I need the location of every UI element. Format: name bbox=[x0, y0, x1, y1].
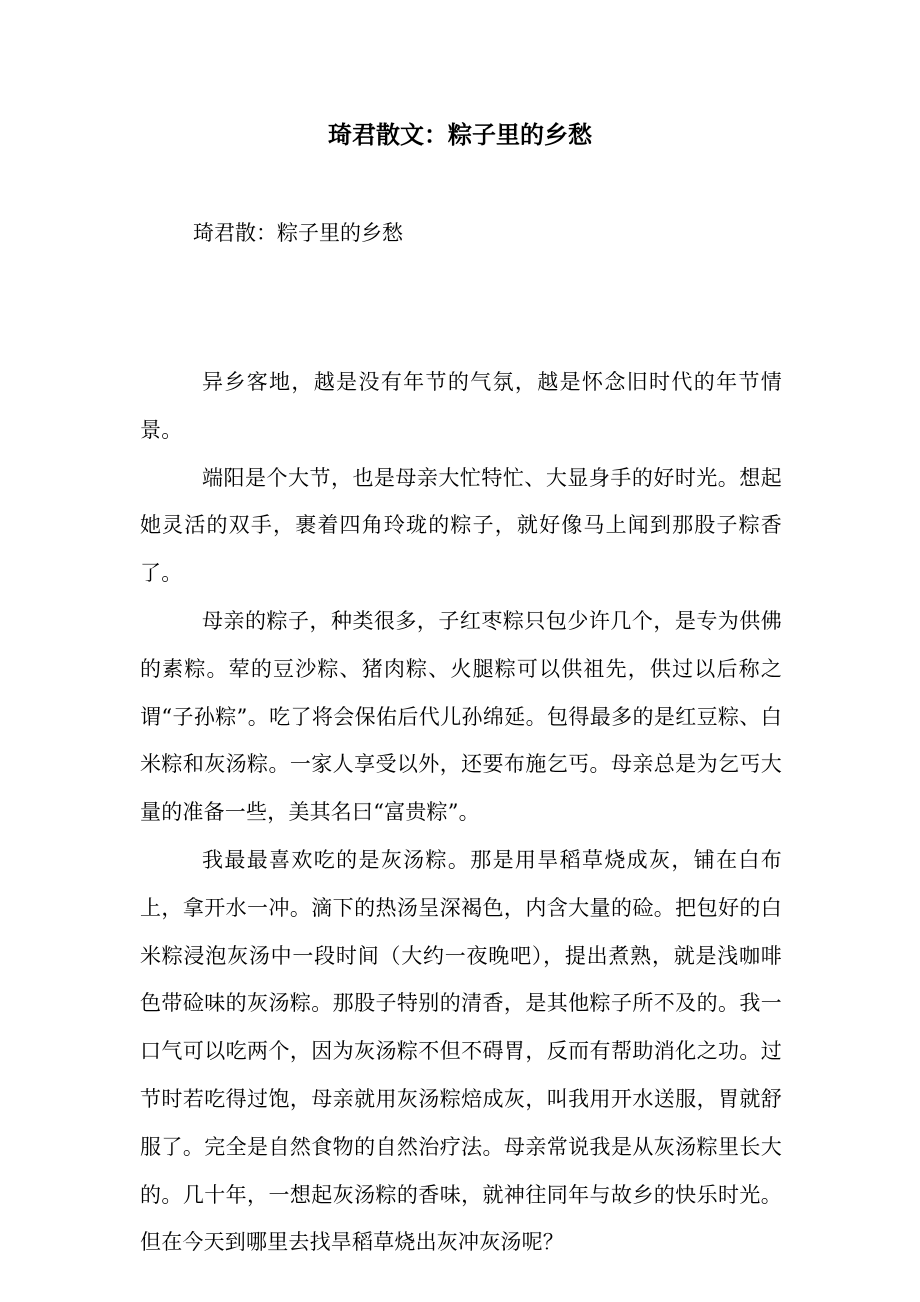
document-title: 琦君散文：粽子里的乡愁 bbox=[328, 120, 592, 149]
paragraph: 异乡客地，越是没有年节的气氛，越是怀念旧时代的年节情景。 bbox=[140, 370, 782, 442]
document-body bbox=[140, 359, 782, 1267]
document-subtitle: 琦君散：粽子里的乡愁 bbox=[193, 221, 403, 245]
paragraph: 端阳是个大节，也是母亲大忙特忙、大显身手的好时光。想起她灵活的双手，裹着四角玲珑的粽子，就好像马上闻到那股子粽香了。 bbox=[140, 465, 782, 586]
paragraph: 我最最喜欢吃的是灰汤粽。那是用旱稻草烧成灰，铺在白布上，拿开水一冲。滴下的热汤呈深褐色，内含大量的硷。把包好的白米粽浸泡灰汤中一段时间（大约一夜晚吧），提出煮熟，就是浅咖啡色带硷味的灰汤粽。那股子特别的清香，是其他粽子所不及的。我一口气可以吃两个，因为灰汤粽不但不碍胃，反而有帮助消化之功。过节时若吃得过饱，母亲就用灰汤粽焙成灰，叫我用开水送服，胃就舒服了。完全是自然食物的自然治疗法。母亲常说我是从灰汤粽里长大的。几十年，一想起灰汤粽的香味，就神往同年与故乡的快乐时光。但在今天到哪里去找旱稻草烧出灰冲灰汤呢？ bbox=[140, 847, 782, 1255]
paragraph: 母亲的粽子，种类很多，子红枣粽只包少许几个，是专为供佛的素粽。荤的豆沙粽、猪肉粽、火腿粽可以供祖先，供过以后称之谓“子孙粽”。吃了将会保佑后代儿孙绵延。包得最多的是红豆粽、白米粽和灰汤粽。一家人享受以外，还要布施乞丐。母亲总是为乞丐大量的准备一些，美其名曰“富贵粽”。 bbox=[140, 608, 782, 825]
